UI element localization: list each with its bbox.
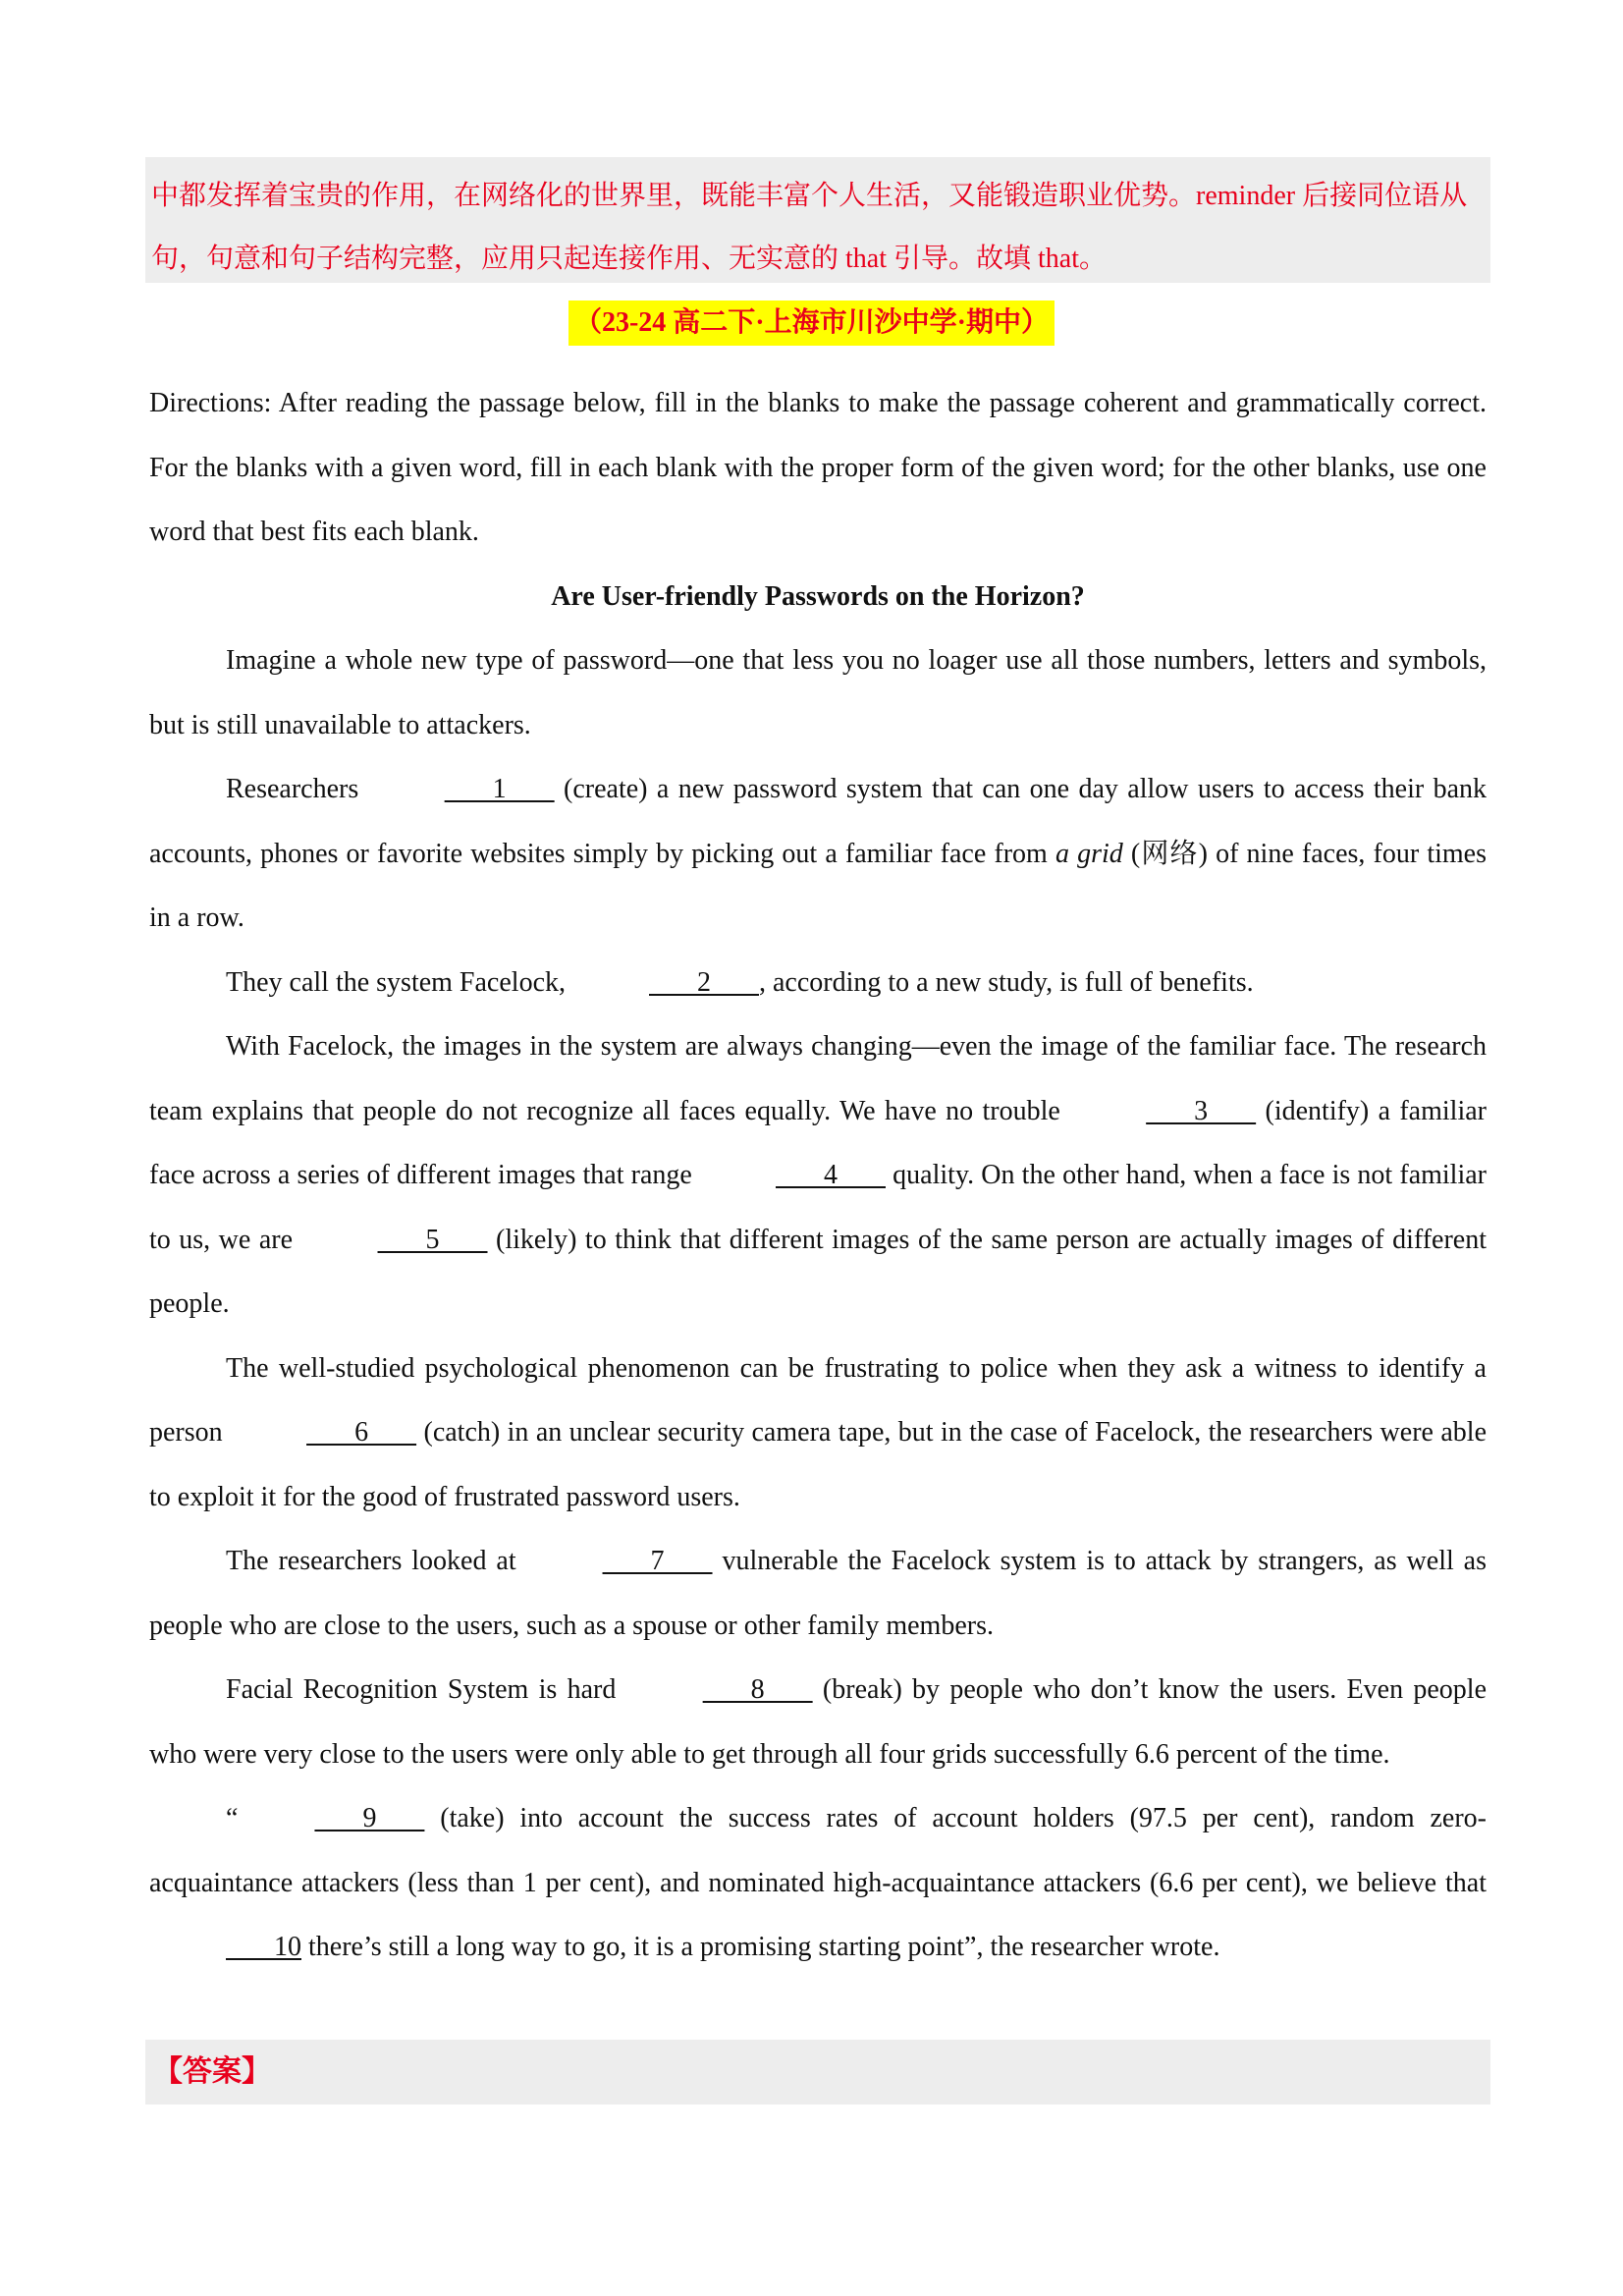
analysis-text: 中都发挥着宝贵的作用，在网络化的世界里，既能丰富个人生活，又能锻造职业优势。reminder 后接同位语从句，句意和句子结构完整，应用只起连接作用、无实意的 that 引导。故填 that。 [151,181,1468,274]
paragraph-1: Imagine a whole new type of password—one that less you no loager use all those numbers, letters and symbols, but is still unavailable to attackers. [149,645,1487,740]
paragraph-3 [149,951,1487,1015]
blank-5: 5 [377,1224,488,1255]
passage-title: Are User-friendly Passwords on the Horizon? [551,580,1085,612]
directions: Directions: After reading the passage below, fill in the blanks to make the passage coherent and grammatically correct. For the blanks with a given word, fill in each blank with the proper form of the given word; for the other blanks, use one word that best fits each blank. [149,388,1487,547]
blank-9: 9 [314,1803,425,1833]
text-run: , according to a new study, is full of benefits. [759,966,1254,998]
text-run: (identify) a familiar face across a series of different images that range [149,1095,1487,1190]
blank-4: 4 [776,1160,886,1190]
blank-6: 6 [306,1417,417,1448]
text-run: They call the system Facelock, [226,966,572,998]
paragraph-8 [149,1786,1487,1980]
source-tag: （23-24 高二下·上海市川沙中学·期中） [568,301,1055,346]
text-run: quality. On the other hand, when a face is not familiar to us, we are [149,1160,1487,1255]
question-content [149,371,1487,1980]
text-run: (create) a new password system that can one day allow users to access their bank accounts, phones or favorite websites simply by picking out a familiar face from [149,774,1487,869]
text-run: (likely) to think that different images of the same person are actually images of different people. [149,1224,1487,1319]
analysis-box [145,157,1490,283]
text-run: With Facelock, the images in the system are always changing—even the image of the familiar face. The research team explains that people do not recognize all faces equally. We have no trouble [149,1031,1487,1126]
paragraph-4 [149,1014,1487,1337]
text-run-italic: a grid [1055,838,1123,869]
blank-10: 10 [226,1932,301,1962]
paragraph-7 [149,1658,1487,1786]
text-run: Researchers [226,774,368,804]
text-run: The researchers looked at [226,1546,526,1576]
text-run: vulnerable the Facelock system is to attack by strangers, as well as people who are close to the users, such as a spouse or other family members. [149,1546,1487,1641]
text-run: (catch) in an unclear security camera tape, but in the case of Facelock, the researchers were able to exploit it for the good of frustrated password users. [149,1417,1487,1512]
blank-1: 1 [444,774,555,804]
blank-8: 8 [702,1674,813,1705]
text-run: (break) by people who don’t know the users. Even people who were very close to the users were only able to get through all four grids successfully 6.6 percent of the time. [149,1674,1487,1770]
text-run: (take) into account the success rates of account holders (97.5 per cent), random zero-acquaintance attackers (less than 1 per cent), and nominated high-acquaintance attackers (6.6 per cent), we believe that [149,1803,1487,1898]
blank-2: 2 [649,966,759,998]
text-run: “ [226,1803,239,1833]
paragraph-5 [149,1337,1487,1530]
answer-label: 【答案】 [153,2055,271,2088]
paragraph-6 [149,1529,1487,1658]
answer-box [145,2040,1490,2105]
text-run: (网络) of nine faces, four times in a row. [149,838,1487,933]
text-run: Facial Recognition System is hard [226,1674,626,1705]
source-tag-row [0,301,1623,346]
text-run: there’s still a long way to go, it is a promising starting point”, the researcher wrote. [301,1932,1220,1962]
blank-7: 7 [602,1546,713,1576]
blank-3: 3 [1146,1095,1257,1126]
text-run: The well-studied psychological phenomenon can be frustrating to police when they ask a witness to identify a person [149,1352,1487,1448]
paragraph-2 [149,757,1487,951]
